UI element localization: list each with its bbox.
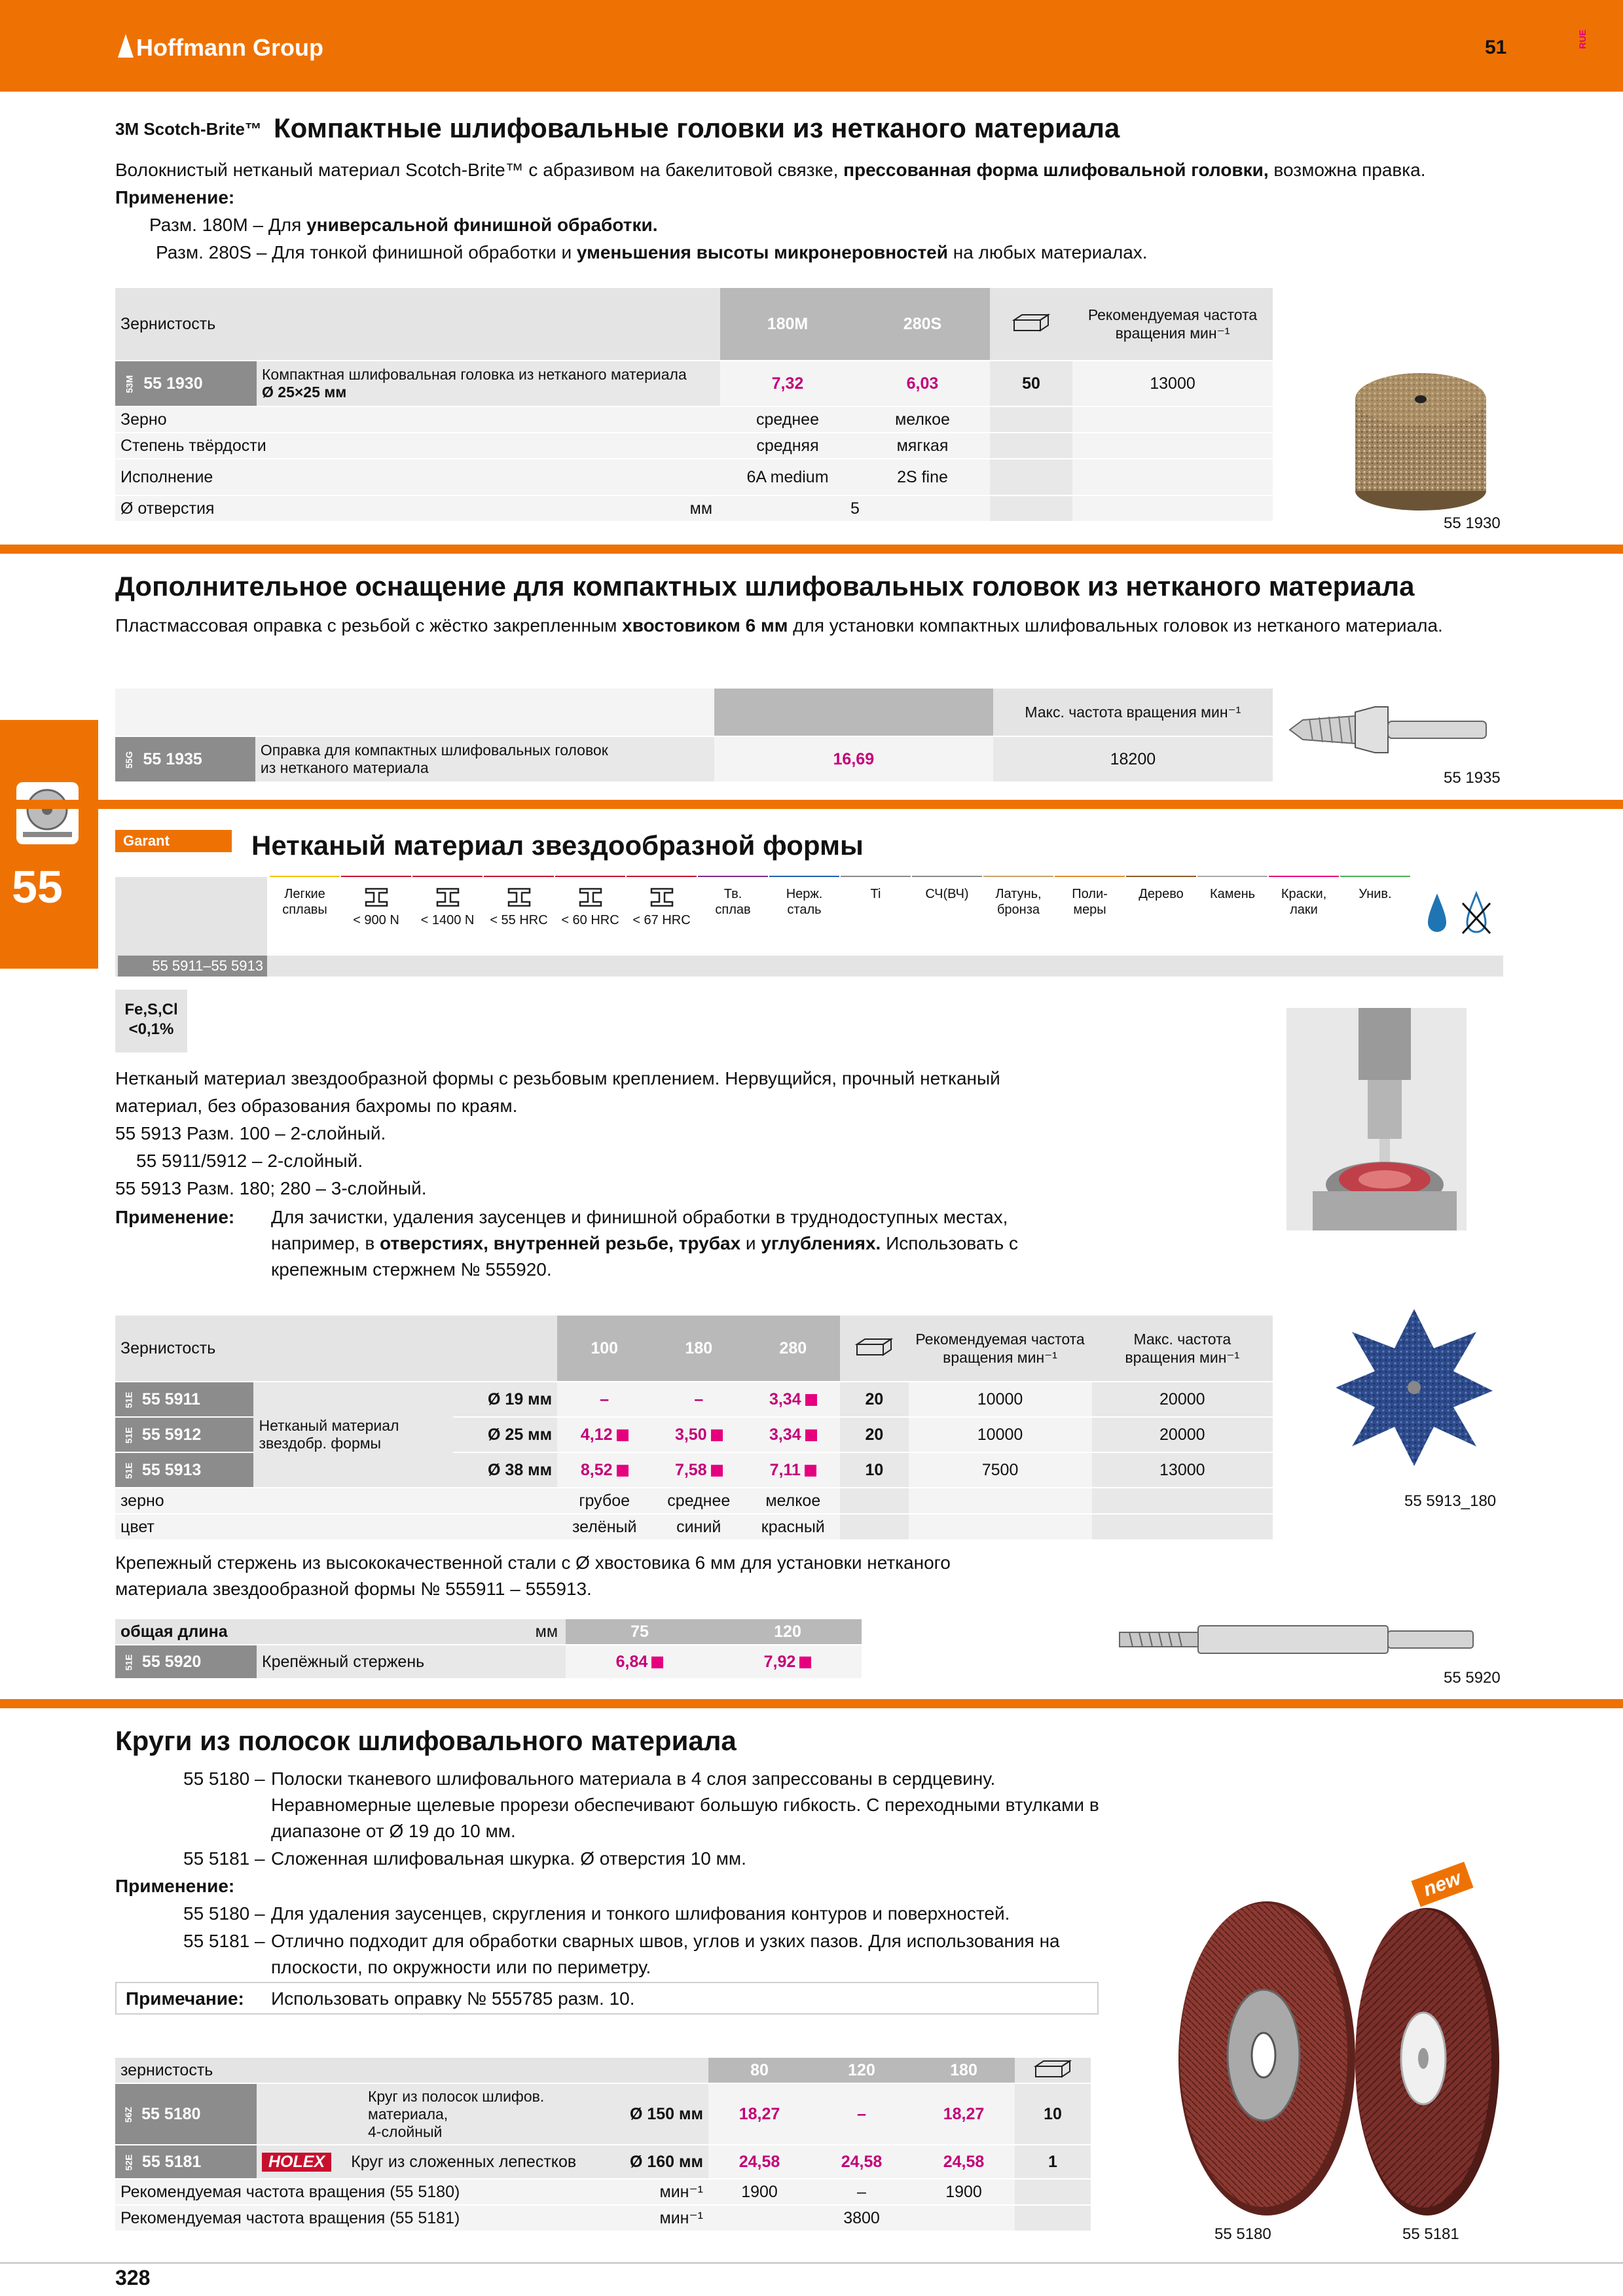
price-100: 4,12 — [557, 1417, 651, 1452]
image-caption: 55 1935 — [1444, 769, 1501, 787]
rpm-value: 10000 — [909, 1382, 1092, 1417]
price-280: 3,34 — [746, 1382, 840, 1417]
s3-desc-1: Нетканый материал звездообразной формы с резьбовым креплением. Нервущийся, прочный нетканый — [115, 1068, 1000, 1088]
footer-rule — [0, 2262, 1623, 2264]
pack-header — [990, 288, 1072, 361]
note-box — [115, 1982, 1099, 2015]
mandrel-image — [1277, 694, 1499, 766]
section3-title: Нетканый материал звездообразной формы — [251, 830, 864, 861]
material-label: Краски, — [1281, 887, 1327, 901]
max-rpm-value: 20000 — [1092, 1417, 1273, 1452]
price-280: 7,11 — [746, 1452, 840, 1488]
section1-application-label: Применение: — [115, 187, 235, 207]
material-label: Тв. — [723, 887, 742, 901]
material-label: Нерж. — [786, 887, 823, 901]
material-column-header — [1269, 877, 1339, 957]
pack-box-icon — [1012, 312, 1051, 332]
material-sublabel: бронза — [996, 903, 1040, 917]
grit-280s-header: 280S — [855, 288, 990, 361]
section1-app1: Разм. 180M – Для универсальной финишной обработки. — [149, 215, 658, 235]
material-label: Легкие — [284, 887, 325, 901]
article-description: HOLEX Круг из сложенных лепестков — [257, 2145, 600, 2179]
rpm-header: Рекомендуемая частота вращения мин⁻¹ — [909, 1316, 1092, 1382]
article-55-5913: 51E 55 5913 — [115, 1452, 253, 1488]
steel-beam-icon — [506, 886, 532, 908]
s4-d1-code: 55 5180 – — [183, 1768, 265, 1789]
material-label: Латунь, — [995, 887, 1042, 901]
material-column-header — [1126, 877, 1196, 957]
article-description: Крепёжный стержень — [257, 1645, 566, 1679]
price-280s: 6,03 — [855, 361, 990, 406]
row-label: Зерно — [115, 406, 720, 433]
s4-d2-1: Сложенная шлифовальная шкурка. Ø отверстия 10 мм. — [271, 1848, 746, 1869]
pack-header — [1015, 2058, 1091, 2083]
article-55-5181: 52E 55 5181 — [115, 2145, 257, 2179]
material-column-header — [1197, 877, 1267, 957]
s3-app-1: Для зачистки, удаления заусенцев и финишной обработки в труднодоступных местах, — [271, 1207, 1008, 1227]
price-180m: 7,32 — [720, 361, 855, 406]
length-75-header: 75 — [566, 1619, 714, 1645]
grit-100-header: 100 — [557, 1316, 651, 1382]
rpm-value: 7500 — [909, 1452, 1092, 1488]
material-column-header — [912, 877, 982, 957]
max-rpm-header: Макс. частота вращения мин⁻¹ — [1092, 1316, 1273, 1382]
star-nonwoven-in-use-image — [1286, 1008, 1467, 1230]
grit-180m-header: 180M — [720, 288, 855, 361]
hoffmann-logo-icon — [117, 33, 135, 59]
rpm-value: 13000 — [1072, 361, 1273, 406]
s3-application-label: Применение: — [115, 1207, 235, 1227]
material-sublabel: < 1400 N — [420, 913, 475, 927]
section-divider — [0, 545, 1623, 554]
brand-logo: Hoffmann Group — [136, 34, 323, 61]
cell — [1072, 495, 1273, 522]
chapter-tab — [0, 720, 98, 969]
cell: 5 — [720, 495, 990, 522]
footer-page-number: 328 — [115, 2266, 151, 2289]
cell — [990, 459, 1072, 495]
pack-box-icon — [1033, 2058, 1072, 2078]
grit-header: зернистость — [115, 2058, 708, 2083]
material-column-header — [627, 877, 697, 957]
material-sublabel: < 55 HRC — [490, 913, 548, 927]
s4-a1-1: Для удаления заусенцев, скругления и тонкого шлифования контуров и поверхностей. — [271, 1903, 1010, 1924]
s4-a1-code: 55 5180 – — [183, 1903, 265, 1924]
row-label: Исполнение — [115, 459, 720, 495]
row-label: Степень твёрдости — [115, 433, 720, 459]
article-description: Оправка для компактных шлифовальных головок из нетканого материала — [255, 736, 714, 782]
cell — [840, 1514, 908, 1540]
holder-desc-1: Крепежный стержень из высококачественной стали с Ø хвостовика 6 мм для установки нетканого — [115, 1552, 951, 1573]
cell — [1092, 1514, 1273, 1540]
article-description: Нетканый материал звездобр. формы — [253, 1382, 452, 1488]
cell — [1092, 1488, 1273, 1514]
chapter-number: 55 — [12, 861, 63, 912]
price-120: 7,92 — [714, 1645, 862, 1679]
flap-wheel-55-5181-image — [1349, 1872, 1499, 2225]
pack-qty: 20 — [840, 1417, 908, 1452]
price-180: 7,58 — [651, 1452, 746, 1488]
rpm-value: 18200 — [993, 736, 1273, 782]
dry-use-icon — [1460, 890, 1493, 936]
cell — [1072, 459, 1273, 495]
holex-logo: HOLEX — [262, 2153, 331, 2172]
s4-a2-1: Отлично подходит для обработки сварных швов, углов и узких пазов. Для использования на — [271, 1931, 1060, 1951]
s4-d1-3: диапазоне от Ø 19 до 10 мм. — [271, 1821, 516, 1841]
cell — [990, 495, 1072, 522]
cell: синий — [651, 1514, 746, 1540]
range-label: 55 5911–55 5913 — [118, 956, 267, 977]
rpm-80: 1900 — [708, 2179, 811, 2205]
grit-80-header: 80 — [708, 2058, 811, 2083]
material-sublabel: < 67 HRC — [632, 913, 691, 927]
s3-app-3: крепежным стержнем № 555920. — [271, 1259, 552, 1280]
scotch-brite-logo: 3M Scotch-Brite™ — [115, 119, 262, 139]
sulfur-chlorine-badge: Fe,S,Cl <0,1% — [115, 990, 187, 1052]
material-column-header — [1340, 877, 1410, 957]
cell — [990, 433, 1072, 459]
rpm-value: 10000 — [909, 1417, 1092, 1452]
article-description: Компактная шлифовальная головка из нетканого материала Ø 25×25 мм — [257, 361, 720, 406]
price-100: 8,52 — [557, 1452, 651, 1488]
diameter: Ø 38 мм — [453, 1452, 557, 1488]
language-code: RUE — [1577, 29, 1588, 49]
material-column-header — [270, 877, 340, 957]
image-caption: 55 5920 — [1444, 1669, 1501, 1687]
material-label: Камень — [1209, 887, 1256, 901]
section1-table — [115, 288, 1273, 522]
article-55-5912: 51E 55 5912 — [115, 1417, 253, 1452]
cell — [909, 1514, 1092, 1540]
cell: мелкое — [855, 406, 990, 433]
article-55-5911: 51E 55 5911 — [115, 1382, 253, 1417]
s4-a2-code: 55 5181 – — [183, 1931, 265, 1951]
cell — [255, 689, 714, 736]
steel-beam-icon — [577, 886, 604, 908]
rpm-unit: мин⁻¹ — [600, 2179, 708, 2205]
price-180: – — [651, 1382, 746, 1417]
image-caption: 55 5181 — [1402, 2225, 1459, 2243]
price-120: 24,58 — [811, 2145, 913, 2179]
material-column-header — [555, 877, 625, 957]
cell: средняя — [720, 433, 855, 459]
garant-logo: Garant — [115, 830, 232, 852]
price-280: 3,34 — [746, 1417, 840, 1452]
material-label: Ti — [870, 887, 881, 901]
flap-wheel-55-5180-image — [1172, 1892, 1362, 2225]
grit-120-header: 120 — [811, 2058, 913, 2083]
rpm-180: 1900 — [913, 2179, 1015, 2205]
rpm-unit: мин⁻¹ — [600, 2205, 708, 2231]
cell — [840, 1488, 908, 1514]
cell — [1015, 2179, 1091, 2205]
matrix-dot-row — [115, 956, 1503, 977]
article-55-1935: 55G 55 1935 — [115, 736, 255, 782]
s3-desc-2: материал, без образования бахромы по краям. — [115, 1096, 518, 1116]
diameter: Ø 19 мм — [453, 1382, 557, 1417]
length-label: общая длина мм — [115, 1619, 566, 1645]
rpm-header: Рекомендуемая частота вращения мин⁻¹ — [1072, 288, 1273, 361]
compact-grinding-head-image — [1342, 360, 1499, 517]
diameter: Ø 150 мм — [600, 2083, 708, 2145]
price-120: – — [811, 2083, 913, 2145]
article-55-5180: 56Z 55 5180 — [115, 2083, 257, 2145]
cell: 6A medium — [720, 459, 855, 495]
material-sublabel: лаки — [1290, 903, 1318, 917]
section2-table — [115, 689, 1273, 783]
cell — [1015, 2205, 1091, 2231]
grit-180-header: 180 — [913, 2058, 1015, 2083]
price-100: – — [557, 1382, 651, 1417]
grit-header: Зернистость — [115, 288, 720, 361]
cell — [990, 406, 1072, 433]
rpm-header: Макс. частота вращения мин⁻¹ — [993, 689, 1273, 736]
mounting-spindle-image — [1113, 1610, 1480, 1669]
rpm-all: 3800 — [708, 2205, 1015, 2231]
section4-table — [115, 2058, 1091, 2232]
material-column-header — [841, 877, 911, 957]
material-label: Дерево — [1139, 887, 1184, 901]
material-label: Унив. — [1359, 887, 1392, 901]
price-180: 18,27 — [913, 2083, 1015, 2145]
material-sublabel: сплав — [715, 903, 751, 917]
cell — [1072, 406, 1273, 433]
cell: красный — [746, 1514, 840, 1540]
pack-qty: 20 — [840, 1382, 908, 1417]
row-label: цвет — [115, 1514, 557, 1540]
cell: зелёный — [557, 1514, 651, 1540]
pack-qty: 50 — [990, 361, 1072, 406]
cell: мягкая — [855, 433, 990, 459]
section2-intro: Пластмассовая оправка с резьбой с жёстко закрепленным хвостовиком 6 мм для установки компактных шлифовальных головок из нетканого материала. — [115, 615, 1443, 636]
price-180: 24,58 — [913, 2145, 1015, 2179]
image-caption: 55 5180 — [1214, 2225, 1271, 2243]
price-80: 24,58 — [708, 2145, 811, 2179]
material-label: СЧ(ВЧ) — [925, 887, 969, 901]
s4-d2-code: 55 5181 – — [183, 1848, 265, 1869]
image-caption: 55 1930 — [1444, 514, 1501, 532]
s4-application-label: Применение: — [115, 1876, 235, 1896]
grit-280-header: 280 — [746, 1316, 840, 1382]
grinding-disc-icon — [16, 782, 79, 844]
material-column-header — [983, 877, 1053, 957]
matrix-label-cell — [115, 877, 267, 956]
max-rpm-value: 20000 — [1092, 1382, 1273, 1417]
s4-d1-1: Полоски тканевого шлифовального материала в 4 слоя запрессованы в сердцевину. — [271, 1768, 996, 1789]
section2-title: Дополнительное оснащение для компактных шлифовальных головок из нетканого материала — [115, 571, 1415, 601]
material-sublabel: сплавы — [282, 903, 327, 917]
steel-beam-icon — [363, 886, 390, 908]
diameter: Ø 160 мм — [600, 2145, 708, 2179]
section1-title: Компактные шлифовальные головки из нетканого материала — [274, 113, 1120, 143]
rpm-row-label: Рекомендуемая частота вращения (55 5180) — [115, 2179, 600, 2205]
wet-use-icon — [1424, 890, 1450, 936]
pack-box-icon — [854, 1336, 894, 1356]
grit-180-header: 180 — [651, 1316, 746, 1382]
steel-beam-icon — [435, 886, 461, 908]
price-value: 16,69 — [714, 736, 993, 782]
pack-header — [840, 1316, 908, 1382]
cell: среднее — [651, 1488, 746, 1514]
note-label: Примечание: — [126, 1988, 244, 2009]
page-number: 51 — [1485, 37, 1507, 58]
row-label: зерно — [115, 1488, 557, 1514]
rpm-row-label: Рекомендуемая частота вращения (55 5181) — [115, 2205, 600, 2231]
price-80: 18,27 — [708, 2083, 811, 2145]
s3-desc-3: 55 5913 Разм. 100 – 2-слойный. — [115, 1123, 386, 1143]
material-column-header — [1055, 877, 1125, 957]
s3-desc-4: 55 5911/5912 – 2-слойный. — [136, 1151, 363, 1171]
s3-app-2: например, в отверстиях, внутренней резьбе, трубах и углублениях. Использовать с — [271, 1233, 1019, 1253]
pack-qty: 10 — [1015, 2083, 1091, 2145]
note-text: Использовать оправку № 555785 разм. 10. — [271, 1988, 635, 2009]
cell: 2S fine — [855, 459, 990, 495]
blue-star-nonwoven-image — [1329, 1302, 1499, 1473]
material-sublabel: < 900 N — [353, 913, 399, 927]
cell — [115, 689, 255, 736]
diameter: Ø 25 мм — [453, 1417, 557, 1452]
price-75: 6,84 — [566, 1645, 714, 1679]
cell: грубое — [557, 1488, 651, 1514]
section-divider — [0, 800, 1623, 809]
material-column-header — [698, 877, 768, 957]
section-divider — [0, 1699, 1623, 1708]
holder-desc-2: материала звездообразной формы № 555911 – 555913. — [115, 1579, 592, 1599]
s4-a2-2: плоскости, по окружности или по периметру. — [271, 1957, 651, 1977]
holder-table — [115, 1619, 862, 1679]
material-column-header — [341, 877, 411, 957]
max-rpm-value: 13000 — [1092, 1452, 1273, 1488]
rpm-120: – — [811, 2179, 913, 2205]
price-180: 3,50 — [651, 1417, 746, 1452]
length-120-header: 120 — [714, 1619, 862, 1645]
article-55-5920: 51E 55 5920 — [115, 1645, 257, 1679]
section1-app2: Разм. 280S – Для тонкой финишной обработки и уменьшения высоты микронеровностей на любых материалах. — [156, 242, 1148, 262]
s3-desc-5: 55 5913 Разм. 180; 280 – 3-слойный. — [115, 1178, 427, 1198]
cell — [1072, 433, 1273, 459]
material-sublabel: < 60 HRC — [561, 913, 619, 927]
cell — [909, 1488, 1092, 1514]
material-sublabel: сталь — [787, 903, 822, 917]
article-description: Круг из полосок шлифов. материала, 4-слойный — [257, 2083, 600, 2145]
s4-d1-2: Неравномерные щелевые прорези обеспечивают большую гибкость. С переходными втулками в — [271, 1795, 1099, 1815]
material-column-header — [484, 877, 554, 957]
new-badge: new — [1411, 1862, 1473, 1907]
section3-table — [115, 1316, 1273, 1541]
article-55-1930: 53M 55 1930 — [115, 361, 257, 406]
pack-qty: 1 — [1015, 2145, 1091, 2179]
image-caption: 55 5913_180 — [1404, 1492, 1497, 1510]
cell: среднее — [720, 406, 855, 433]
section1-intro: Волокнистый нетканый материал Scotch-Brite™ с абразивом на бакелитовой связке, прессованная форма шлифовальной головки, возможна правка. — [115, 160, 1426, 180]
section4-title: Круги из полосок шлифовального материала — [115, 1725, 737, 1756]
steel-beam-icon — [649, 886, 675, 908]
cell: мелкое — [746, 1488, 840, 1514]
material-sublabel: меры — [1073, 903, 1106, 917]
price-header — [714, 689, 993, 736]
material-column-header — [412, 877, 483, 957]
grit-header: Зернистость — [115, 1316, 557, 1382]
material-label: Поли- — [1072, 887, 1108, 901]
pack-qty: 10 — [840, 1452, 908, 1488]
material-column-header — [769, 877, 839, 957]
row-label: Ø отверстия мм — [115, 495, 720, 522]
